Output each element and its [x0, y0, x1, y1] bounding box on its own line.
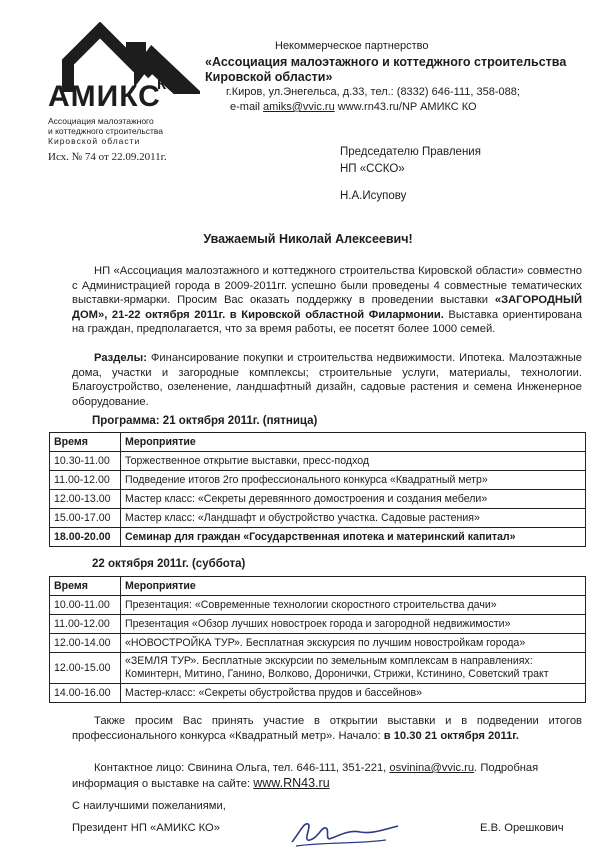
- org-address: г.Киров, ул.Энегельса, д.33, тел.: (8332) 646-111, 358-088;: [226, 86, 520, 98]
- table-row: [50, 615, 586, 634]
- exhibition-title: «ЗАГОРОДНЫЙ ДОМ», 21-22 октября 2011г. в Кировской областной Филармонии.: [72, 294, 582, 321]
- table-row: [50, 471, 586, 490]
- logo-tagline-line: Кировской области: [48, 136, 141, 146]
- program-day2-heading: 22 октября 2011г. (суббота): [92, 558, 246, 570]
- intro-paragraph: [72, 264, 582, 337]
- event-title: Торжественное открытие выставки, пресс-подход: [121, 452, 586, 471]
- contact-paragraph: [72, 761, 592, 792]
- signer-name: Е.В. Орешкович: [480, 822, 564, 834]
- org-contacts: [230, 101, 477, 113]
- event-title: Мастер класс: «Секреты деревянного домостроения и создания мебели»: [121, 490, 586, 509]
- event-time: 10.00-11.00: [50, 596, 121, 615]
- event-title: Презентация: «Современные технологии скоростного строительства дачи»: [121, 596, 586, 615]
- greeting: Уважаемый Николай Алексеевич!: [203, 232, 413, 246]
- column-header-event: Мероприятие: [121, 577, 586, 596]
- outgoing-reference: Исх. № 74 от 22.09.2011г.: [48, 151, 167, 163]
- event-time: 14.00-16.00: [50, 684, 121, 703]
- event-title: Мастер-класс: «Секреты обустройства прудов и бассейнов»: [121, 684, 586, 703]
- column-header-event: Мероприятие: [121, 433, 586, 452]
- table-row: [50, 528, 586, 547]
- contact-text: Контактное лицо: Свинина Ольга, тел. 646-111, 351-221,: [94, 762, 387, 774]
- org-subtitle: Некоммерческое партнерство: [275, 40, 429, 52]
- invite-text: Также просим Вас принять участие в открытии выставки и в подведении итогов профессионального конкурса «Квадратный метр». Начало:: [72, 715, 582, 742]
- org-website: www.rn43.ru/NP АМИКС КО: [337, 101, 477, 113]
- invite-paragraph: [72, 714, 582, 743]
- table-row: [50, 596, 586, 615]
- logo-tagline-line: и коттеджного строительства: [48, 126, 164, 136]
- event-time: 18.00-20.00: [50, 528, 121, 547]
- addressee-name: Н.А.Исупову: [340, 190, 407, 202]
- event-time: 11.00-12.00: [50, 471, 121, 490]
- table-row: [50, 684, 586, 703]
- event-title: «НОВОСТРОЙКА ТУР». Бесплатная экскурсия по лучшим новостройкам города»: [121, 634, 586, 653]
- table-row: [50, 490, 586, 509]
- event-title: Подведение итогов 2го профессионального конкурса «Квадратный метр»: [121, 471, 586, 490]
- email-label: e-mail: [230, 101, 260, 113]
- table-row: [50, 452, 586, 471]
- logo-tagline-line: Ассоциация малоэтажного: [48, 116, 154, 126]
- addressee-org: НП «ССКО»: [340, 163, 405, 175]
- closing-regards: С наилучшими пожеланиями,: [72, 800, 226, 812]
- event-time: 10.30-11.00: [50, 452, 121, 471]
- event-title: Мастер класс: «Ландшафт и обустройство участка. Садовые растения»: [121, 509, 586, 528]
- column-header-time: Время: [50, 433, 121, 452]
- signer-position: Президент НП «АМИКС КО»: [72, 822, 220, 834]
- sections-paragraph: [72, 351, 582, 409]
- invite-start-time: в 10.30 21 октября 2011г.: [383, 729, 519, 742]
- event-time: 12.00-14.00: [50, 634, 121, 653]
- event-title: «ЗЕМЛЯ ТУР». Бесплатные экскурсии по земельным комплексам в направлениях: Коминтерн, Митино, Ганино, Волково, Доронички, Стрижи, Кстинино, Советский тракт: [121, 653, 586, 684]
- signature-icon: [286, 812, 406, 852]
- site-link[interactable]: www.RN43.ru: [253, 776, 330, 790]
- table-row: [50, 653, 586, 684]
- column-header-time: Время: [50, 577, 121, 596]
- table-row: [50, 634, 586, 653]
- contact-text-after: . Подробная информация о выставке на сайте:: [72, 762, 539, 790]
- table-header-row: [50, 433, 586, 452]
- logo-name: АМИКС: [48, 80, 161, 113]
- addressee-position: Председателю Правления: [340, 146, 481, 158]
- event-title: Семинар для граждан «Государственная ипотека и материнский капитал»: [121, 528, 586, 547]
- logo-suffix: КО: [157, 76, 178, 93]
- intro-text-end: Выставка ориентирована на граждан, предполагается, что за время работы, ее посетят более 1000 семей.: [72, 308, 582, 336]
- event-time: 12.00-13.00: [50, 490, 121, 509]
- event-time: 12.00-15.00: [50, 653, 121, 684]
- intro-text: НП «Ассоциация малоэтажного и коттеджного строительства Кировской области» совместно с Администрацией города в 2009-2011гг. успешно были проведены 4 совместные тематических выставки-ярмарки. Просим Вас оказать поддержку в проведении выставки: [72, 265, 582, 307]
- event-time: 15.00-17.00: [50, 509, 121, 528]
- logo-tagline: [48, 116, 178, 146]
- program-day2-table: [49, 576, 586, 703]
- event-time: 11.00-12.00: [50, 615, 121, 634]
- table-row: [50, 509, 586, 528]
- org-name: «Ассоциация малоэтажного и коттеджного строительства Кировской области»: [205, 55, 567, 84]
- sections-text: Финансирование покупки и строительства недвижимости. Ипотека. Малоэтажные дома, участки и загородные комплексы; строительные услуги, материалы, технологии. Благоустройство, озеленение, ландшафтный дизайн, садовые растения и семена Инженерное оборудование.: [72, 352, 582, 408]
- program-day1-heading: Программа: 21 октября 2011г. (пятница): [92, 415, 318, 427]
- contact-email-link[interactable]: osvinina@vvic.ru: [389, 762, 475, 774]
- table-header-row: [50, 577, 586, 596]
- event-title: Презентация «Обзор лучших новостроек города и загородной недвижимости»: [121, 615, 586, 634]
- org-email-link[interactable]: amiks@vvic.ru: [263, 101, 335, 113]
- program-day1-table: [49, 432, 586, 547]
- sections-label: Разделы:: [94, 352, 147, 364]
